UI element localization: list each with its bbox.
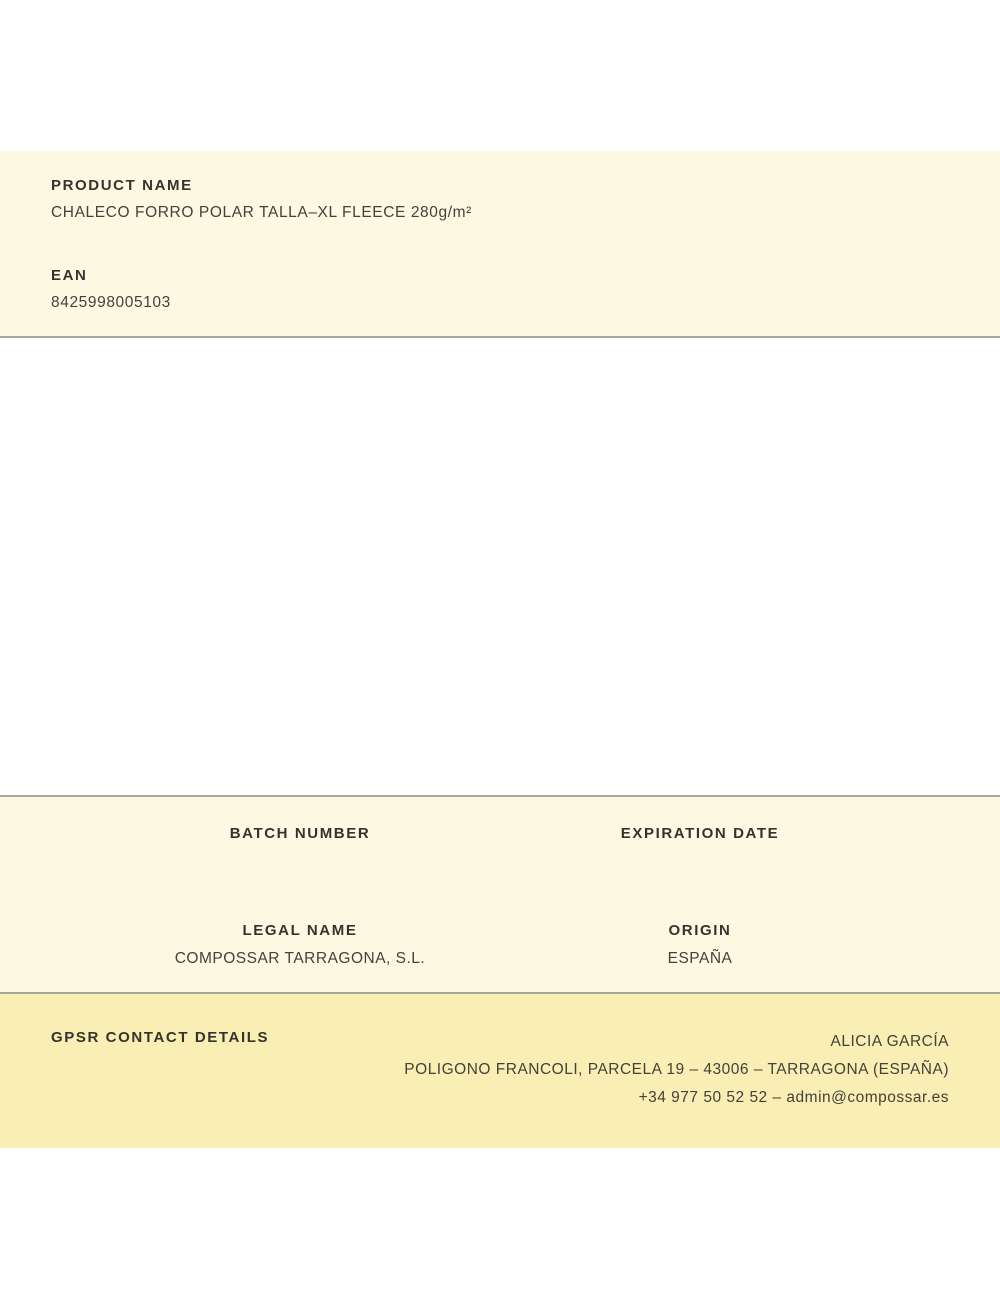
product-name-value: CHALECO FORRO POLAR TALLA–XL FLEECE 280g/m² <box>51 204 472 221</box>
batch-number-label: BATCH NUMBER <box>229 825 371 842</box>
product-name-field <box>51 177 949 223</box>
expiration-date-cell <box>500 825 900 852</box>
batch-number-cell <box>100 825 500 852</box>
batch-legal-section <box>0 795 1000 994</box>
product-info-section <box>0 151 1000 338</box>
origin-cell <box>500 922 900 969</box>
ean-label: EAN <box>51 267 88 284</box>
legal-origin-row <box>100 922 900 969</box>
gpsr-contact-address: POLIGONO FRANCOLI, PARCELA 19 – 43006 – TARRAGONA (ESPAÑA) <box>404 1061 949 1078</box>
gpsr-contact-name: ALICIA GARCÍA <box>830 1033 949 1050</box>
gpsr-contact-block <box>404 1028 949 1112</box>
origin-value: ESPAÑA <box>667 950 733 967</box>
gpsr-contact-phone-email: +34 977 50 52 52 – admin@compossar.es <box>638 1089 949 1106</box>
ean-field <box>51 267 949 313</box>
expiration-date-label: EXPIRATION DATE <box>620 825 780 842</box>
legal-name-cell <box>100 922 500 969</box>
batch-expiration-row <box>100 825 900 852</box>
legal-name-value: COMPOSSAR TARRAGONA, S.L. <box>174 950 426 967</box>
gpsr-contact-label: GPSR CONTACT DETAILS <box>51 1029 270 1046</box>
origin-label: ORIGIN <box>668 922 732 939</box>
product-name-label: PRODUCT NAME <box>51 177 193 194</box>
gpsr-contact-section <box>0 994 1000 1148</box>
ean-value: 8425998005103 <box>51 294 171 311</box>
legal-name-label: LEGAL NAME <box>242 922 358 939</box>
